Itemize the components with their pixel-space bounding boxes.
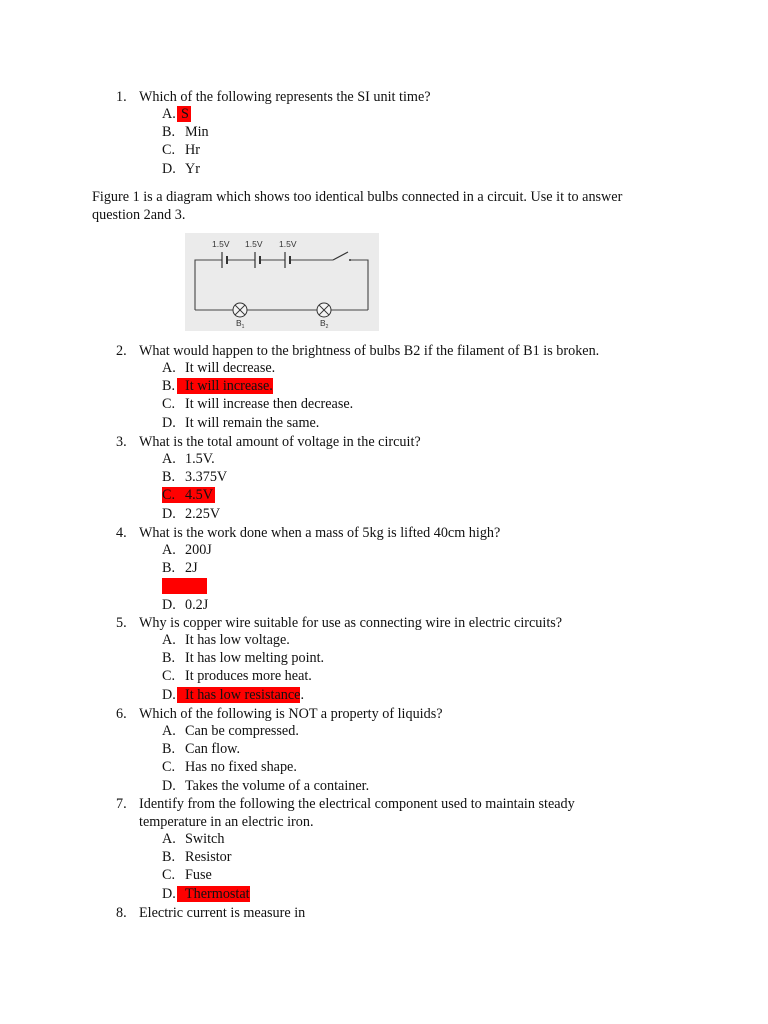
option-7b: B. Resistor <box>162 849 232 866</box>
option-2d: D. It will remain the same. <box>162 414 320 431</box>
option-3d: D. 2.25V <box>162 505 221 522</box>
question-8: 8. Electric current is measure in <box>116 905 306 921</box>
bulb-b2-label: $B_2$ <box>320 318 329 330</box>
wire-left <box>195 260 222 310</box>
option-1b: B. Min <box>162 124 209 141</box>
cell-1-label: 1.5V <box>212 239 230 249</box>
option-3b: B. 3.375V <box>162 469 228 486</box>
option-4b: B. 2J <box>162 560 198 577</box>
question-3: 3. What is the total amount of voltage in the circuit? <box>116 434 421 450</box>
question-5-options <box>162 631 324 704</box>
option-5a: A. It has low voltage. <box>162 632 290 648</box>
cell-2-label: 1.5V <box>245 239 263 249</box>
option-7d: D. Thermostat <box>162 885 250 902</box>
circuit-diagram-svg <box>185 233 379 331</box>
option-4a: A. 200J <box>162 542 212 558</box>
question-6-options <box>162 722 369 795</box>
switch-lever <box>333 252 348 260</box>
option-2b: B. It will increase. <box>162 378 273 395</box>
option-2a: A. It will decrease. <box>162 360 276 376</box>
question-1: 1. Which of the following represents the SI unit time? <box>116 89 431 105</box>
option-6c: C. Has no fixed shape. <box>162 759 297 776</box>
switch-contact <box>349 259 351 261</box>
highlighted-answer: C. 20J <box>162 578 205 595</box>
highlighted-answer: It will increase. <box>177 378 273 394</box>
option-7a: A. Switch <box>162 831 225 847</box>
question-6: 6. Which of the following is NOT a property of liquids? <box>116 706 443 722</box>
cell-3-label: 1.5V <box>279 239 297 249</box>
highlighted-answer: It has low resistance <box>177 687 300 703</box>
option-1a: A. S <box>162 106 189 122</box>
option-3c <box>162 486 227 504</box>
question-2: 2. What would happen to the brightness of bulbs B2 if the filament of B1 is broken. <box>116 343 600 359</box>
option-7c: C. Fuse <box>162 867 212 884</box>
circuit-diagram <box>185 233 379 331</box>
question-4-options <box>162 541 212 614</box>
question-3-options <box>162 450 227 523</box>
highlighted-answer: C. 4.5V <box>162 487 213 504</box>
question-1-options <box>162 105 209 178</box>
figure-intro-paragraph: Figure 1 is a diagram which shows too identical bulbs connected in a circuit. Use it to answer question 2and 3. <box>92 189 623 223</box>
question-7-options <box>162 830 250 903</box>
option-6a: A. Can be compressed. <box>162 723 299 739</box>
option-3a: A. 1.5V. <box>162 451 215 467</box>
option-5d: D. It has low resistance. <box>162 686 304 703</box>
wire-right <box>350 260 368 310</box>
option-1d: D. Yr <box>162 160 200 177</box>
option-6d: D. Takes the volume of a container. <box>162 777 370 794</box>
bulb-b1-label: $B_1$ <box>236 318 245 330</box>
option-5b: B. It has low melting point. <box>162 650 325 667</box>
option-1c: C. Hr <box>162 142 200 159</box>
question-4: 4. What is the work done when a mass of 5kg is lifted 40cm high? <box>116 525 501 541</box>
highlighted-answer: Thermostat <box>177 886 250 902</box>
option-4d: D. 0.2J <box>162 596 209 613</box>
highlighted-answer: S <box>177 106 191 122</box>
option-2c: C. It will increase then decrease. <box>162 396 354 413</box>
question-2-options <box>162 359 353 432</box>
question-7: 7. Identify from the following the electrical component used to maintain steady temperature in an electric iron. <box>116 796 575 830</box>
option-5c: C. It produces more heat. <box>162 668 312 685</box>
question-5: 5. Why is copper wire suitable for use as connecting wire in electric circuits? <box>116 615 563 631</box>
option-4c <box>162 577 212 595</box>
option-6b: B. Can flow. <box>162 741 241 758</box>
